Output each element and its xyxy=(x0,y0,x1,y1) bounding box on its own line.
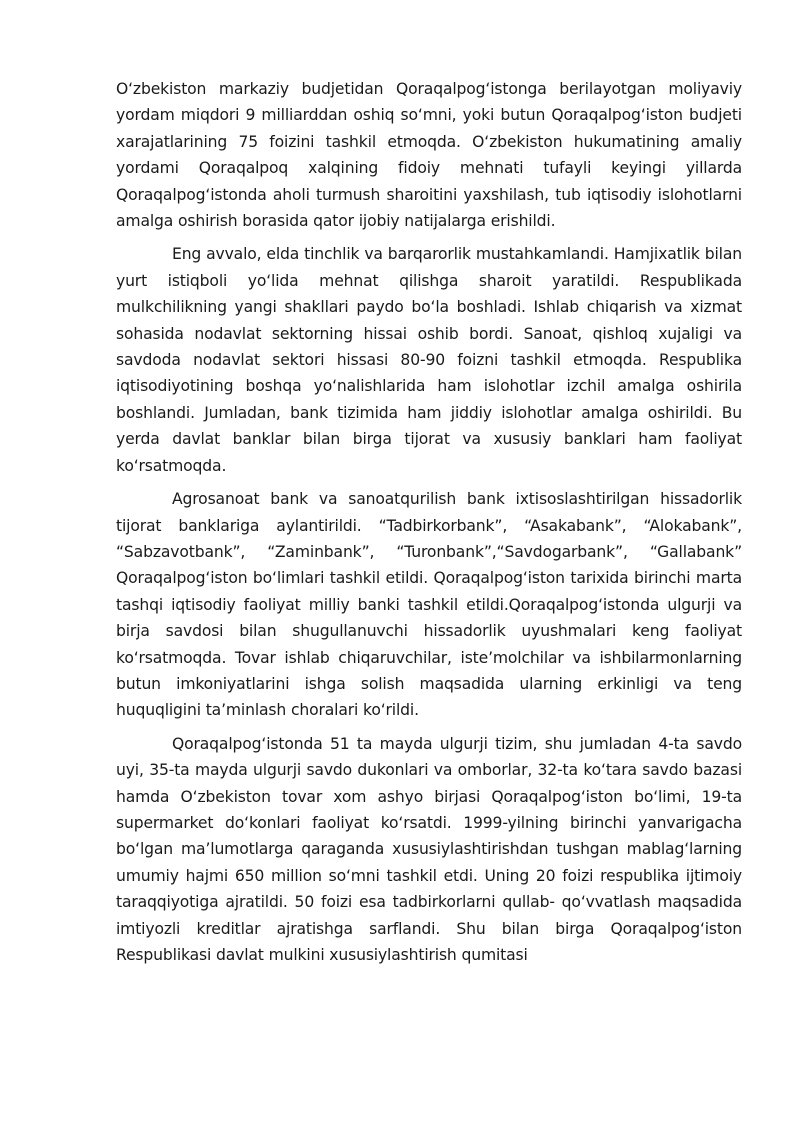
paragraph-1: O‘zbekiston markaziy budjetidan Qoraqalpog‘istonga berilayotgan moliyaviy yordam miqdori 9 milliarddan oshiq so‘mni, yoki butun Qoraqalpog‘iston budjeti xarajatlarining 75 foizini tashkil etmoqda. O‘zbekiston hukumatining amaliy yordami Qoraqalpoq xalqining fidoiy mehnati tufayli keyingi yillarda Qoraqalpog‘istonda aholi turmush sharoitini yaxshilash, tub iqtisodiy islohotlarni amalga oshirish borasida qator ijobiy natijalarga erishildi. xyxy=(116,80,742,231)
paragraph-2: Eng avvalo, elda tinchlik va barqarorlik mustahkamlandi. Hamjixatlik bilan yurt istiqboli yo‘lida mehnat qilishga sharoit yaratildi. Respublikada mulkchilikning yangi shakllari paydo bo‘la boshladi. Ishlab chiqarish va xizmat sohasida nodavlat sektorning hissai oshib bordi. Sanoat, qishloq xujaligi va savdoda nodavlat sektori hissasi 80-90 foizni tashkil etmoqda. Respublika iqtisodiyotining boshqa yo‘nalishlarida ham islohotlar izchil amalga oshirila boshlandi. Jumladan, bank tizimida ham jiddiy islohotlar amalga oshirildi. Bu yerda davlat banklar bilan birga tijorat va xususiy banklari ham faoliyat ko‘rsatmoqda. xyxy=(116,245,742,475)
paragraph-4: Qoraqalpog‘istonda 51 ta mayda ulgurji tizim, shu jumladan 4-ta savdo uyi, 35-ta mayda ulgurji savdo dukonlari va omborlar, 32-ta ko‘tara savdo bazasi hamda O‘zbekiston tovar xom ashyo birjasi Qoraqalpog‘iston bo‘limi, 19-ta supermarket do‘konlari faoliyat ko‘rsatdi. 1999-yilning birinchi yanvarigacha bo‘lgan ma’lumotlarga qaraganda xususiylashtirishdan tushgan mablag‘larning umumiy hajmi 650 million so‘mni tashkil etdi. Uning 20 foizi respublika ijtimoiy taraqqiyotiga ajratildi. 50 foizi esa tadbirkorlarni qullab- qo‘vvatlash maqsadida imtiyozli kreditlar ajratishga sarflandi. Shu bilan birga Qoraqalpog‘iston Respublikasi davlat mulkini xususiylashtirish qumitasi xyxy=(116,734,742,964)
document-page xyxy=(116,76,742,975)
paragraph-3: Agrosanoat bank va sanoatqurilish bank ixtisoslashtirilgan hissadorlik tijorat banklariga aylantirildi. “Tadbirkorbank”, “Asakabank”, “Alokabank”, “Sabzavotbank”, “Zaminbank”, “Turonbank”,“Savdogarbank”, “Gallabank” Qoraqalpog‘iston bo‘limlari tashkil etildi. Qoraqalpog‘iston tarixida birinchi marta tashqi iqtisodiy faoliyat milliy banki tashkil etildi.Qoraqalpog‘istonda ulgurji va birja savdosi bilan shugullanuvchi hissadorlik uyushmalari keng faoliyat ko‘rsatmoqda. Tovar ishlab chiqaruvchilar, iste’molchilar va ishbilarmonlarning butun imkoniyatlarini ishga solish maqsadida ularning erkinligi va teng huquqligini ta’minlash choralari ko‘rildi. xyxy=(116,490,742,720)
